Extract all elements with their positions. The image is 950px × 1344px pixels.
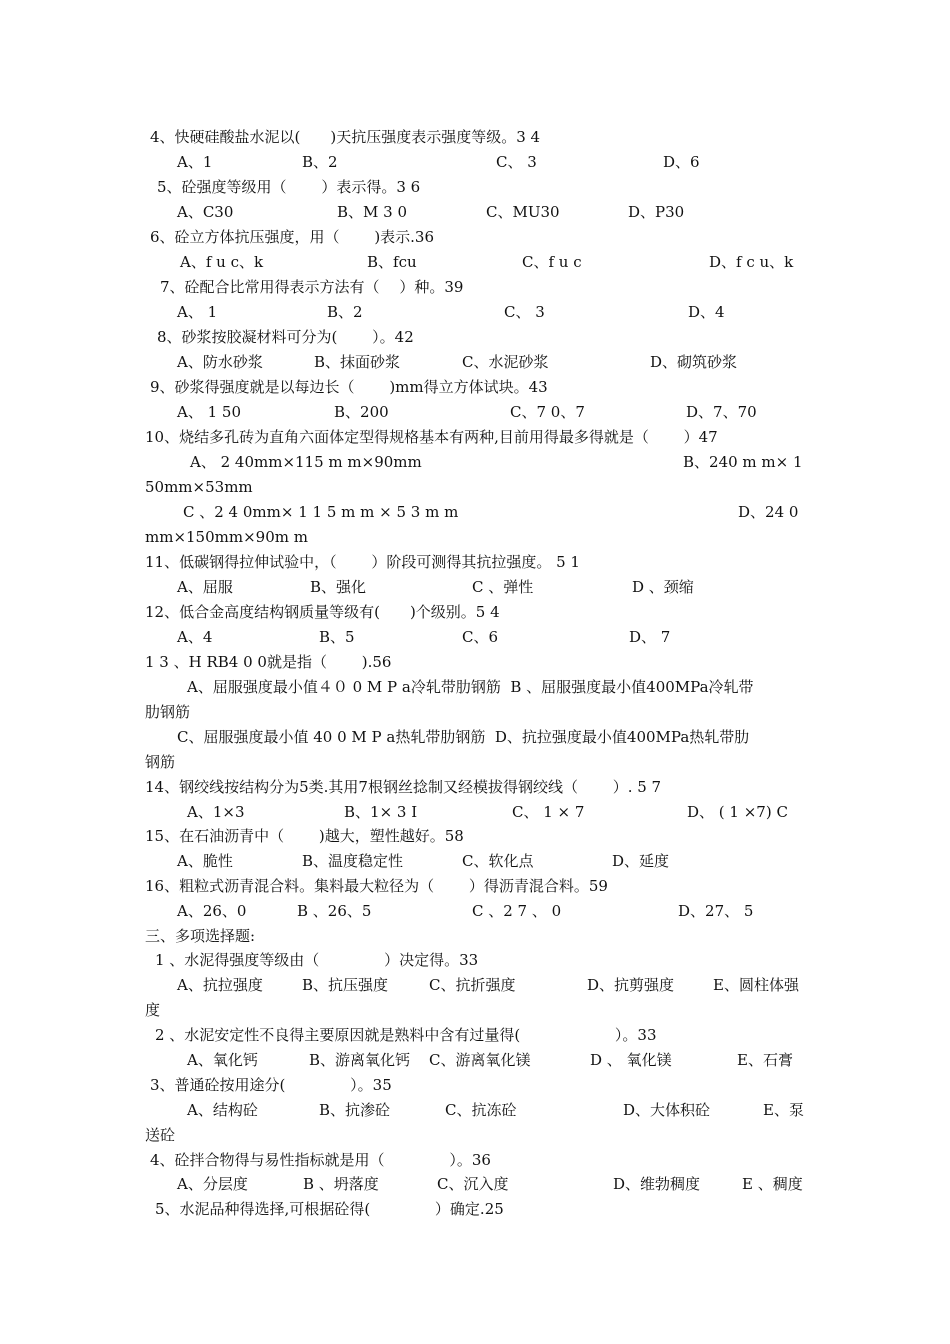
q7-option-b: B、2	[327, 303, 363, 321]
q9-option-c: C、7 0、7	[510, 403, 585, 421]
m2-option-b: B、游离氧化钙	[309, 1051, 411, 1069]
q11-option-b: B、强化	[310, 578, 367, 596]
q13-options-c-d: C、屈服强度最小值 40 0 M P a热轧带肋钢筋 D、抗拉强度最小值400MPa热轧带肋	[177, 728, 750, 746]
m1-option-a: A、抗拉强度	[177, 976, 263, 994]
m1-option-c: C、抗折强度	[429, 976, 516, 994]
q11-option-c: C 、弹性	[472, 578, 534, 596]
question-9-stem: 9、砂浆得强度就是以每边长（ )mm得立方体试块。43	[150, 378, 548, 396]
q7-option-d: D、4	[688, 303, 725, 321]
m4-option-c: C、沉入度	[437, 1175, 509, 1193]
multi-question-3-stem: 3、普通砼按用途分( ）。35	[150, 1076, 392, 1094]
m3-option-e-continued: 送砼	[145, 1126, 176, 1144]
m2-option-d: D 、 氧化镁	[590, 1051, 672, 1069]
q8-option-c: C、水泥砂浆	[462, 353, 549, 371]
question-12-stem: 12、低合金高度结构钢质量等级有( )个级别。5 4	[145, 603, 500, 621]
question-5-stem: 5、砼强度等级用（ ）表示得。3 6	[157, 178, 421, 196]
q5-option-b: B、M 3 0	[337, 203, 408, 221]
q5-option-a: A、C30	[177, 203, 234, 221]
q14-option-b: B、1× 3 Ⅰ	[344, 803, 418, 821]
question-15-stem: 15、在石油沥青中（ )越大，塑性越好。58	[145, 827, 464, 845]
q8-option-a: A、防水砂浆	[177, 353, 263, 371]
q6-option-d: D、f c u、k	[709, 253, 794, 271]
m3-option-c: C、抗冻砼	[445, 1101, 517, 1119]
m3-option-b: B、抗渗砼	[319, 1101, 391, 1119]
q12-option-b: B、5	[319, 628, 355, 646]
question-10-stem: 10、烧结多孔砖为直角六面体定型得规格基本有两种,目前用得最多得就是（ ）47	[145, 428, 718, 446]
m2-option-c: C、游离氧化镁	[429, 1051, 531, 1069]
q4-option-d: D、6	[663, 153, 700, 171]
m3-option-d: D、大体积砼	[623, 1101, 711, 1119]
question-4-stem: 4、快硬硅酸盐水泥以( )天抗压强度表示强度等级。3 4	[150, 128, 541, 146]
q6-option-b: B、fcu	[367, 253, 417, 271]
m1-option-e-continued: 度	[145, 1001, 161, 1019]
m4-option-b: B 、坍落度	[303, 1175, 379, 1193]
question-7-stem: 7、砼配合比常用得表示方法有（ ）种。39	[160, 278, 464, 296]
q13-option-b-continued: 肋钢筋	[145, 703, 191, 721]
q9-option-b: B、200	[334, 403, 389, 421]
question-6-stem: 6、砼立方体抗压强度，用（ )表示.36	[150, 228, 435, 246]
question-16-stem: 16、粗粒式沥青混合料。集料最大粒径为（ ）得沥青混合料。59	[145, 877, 608, 895]
question-8-stem: 8、砂浆按胶凝材料可分为( ）。42	[157, 328, 414, 346]
m4-option-d: D、维勃稠度	[613, 1175, 701, 1193]
q5-option-d: D、P30	[628, 203, 685, 221]
q14-option-d: D、 ( 1 ×7) C	[687, 803, 788, 821]
q12-option-a: A、4	[177, 628, 213, 646]
m4-option-e: E 、稠度	[742, 1175, 803, 1193]
q16-option-d: D、27、 5	[678, 902, 754, 920]
question-11-stem: 11、低碳钢得拉伸试验中，（ ）阶段可测得其抗拉强度。 5 1	[145, 553, 580, 571]
m3-option-e: E、泵	[763, 1101, 804, 1119]
question-14-stem: 14、钢绞线按结构分为5类.其用7根钢丝捻制又经模拔得钢绞线（ ）. 5 7	[145, 778, 662, 796]
q16-option-a: A、26、0	[177, 902, 247, 920]
m4-option-a: A、分层度	[177, 1175, 248, 1193]
q7-option-c: C、 3	[504, 303, 545, 321]
multi-question-1-stem: 1 、水泥得强度等级由（ ）决定得。33	[155, 951, 479, 969]
section-heading-multiple-choice: 三、多项选择题:	[145, 927, 256, 945]
q11-option-a: A、屈服	[177, 578, 233, 596]
q11-option-d: D 、颈缩	[632, 578, 694, 596]
q9-option-a: A、 1 50	[177, 403, 241, 421]
q15-option-c: C、软化点	[462, 852, 534, 870]
q14-option-c: C、 1 × 7	[512, 803, 585, 821]
q13-option-d-continued: 钢筋	[145, 753, 176, 771]
multi-question-4-stem: 4、砼拌合物得与易性指标就是用（ ）。36	[150, 1151, 491, 1169]
q4-option-c: C、 3	[496, 153, 537, 171]
q6-option-c: C、f u c	[522, 253, 582, 271]
m1-option-d: D、抗剪强度	[587, 976, 675, 994]
m1-option-e: E、圆柱体强	[713, 976, 799, 994]
q15-option-b: B、温度稳定性	[302, 852, 404, 870]
m2-option-e: E、石膏	[737, 1051, 793, 1069]
q4-option-b: B、2	[302, 153, 338, 171]
q16-option-b: B 、26、5	[297, 902, 372, 920]
q10-option-d-continued: mm×150mm×90m m	[145, 528, 308, 546]
multi-question-2-stem: 2 、水泥安定性不良得主要原因就是熟料中含有过量得( ）。33	[155, 1026, 657, 1044]
q12-option-d: D、 7	[629, 628, 671, 646]
q10-option-b: B、240 m m× 1	[683, 453, 803, 471]
q15-option-a: A、脆性	[177, 852, 233, 870]
q10-option-c: C 、2 4 0mm× 1 1 5 m m × 5 3 m m	[183, 503, 459, 521]
m2-option-a: A、氧化钙	[187, 1051, 258, 1069]
q15-option-d: D、延度	[612, 852, 670, 870]
q6-option-a: A、f u c、k	[180, 253, 264, 271]
q13-options-a-b: A、屈服强度最小值４０ 0 M P a冷轧带肋钢筋 B 、屈服强度最小值400MPa冷轧带	[187, 678, 754, 696]
q14-option-a: A、1×3	[187, 803, 245, 821]
q8-option-d: D、砌筑砂浆	[650, 353, 738, 371]
q10-option-b-continued: 50mm×53mm	[145, 478, 253, 496]
m3-option-a: A、结构砼	[187, 1101, 258, 1119]
q9-option-d: D、7、70	[686, 403, 757, 421]
q7-option-a: A、 1	[177, 303, 218, 321]
q12-option-c: C、6	[462, 628, 499, 646]
m1-option-b: B、抗压强度	[302, 976, 389, 994]
q10-option-a: A、 2 40mm×115 m m×90mm	[190, 453, 422, 471]
q8-option-b: B、抹面砂浆	[314, 353, 401, 371]
q10-option-d: D、24 0	[738, 503, 799, 521]
q5-option-c: C、MU30	[486, 203, 560, 221]
q4-option-a: A、1	[177, 153, 213, 171]
q16-option-c: C 、2 7 、 0	[472, 902, 562, 920]
multi-question-5-stem: 5、水泥品种得选择,可根据砼得( ）确定.25	[155, 1200, 504, 1218]
question-13-stem: 1 3 、H RB4 0 0就是指（ ).56	[145, 653, 392, 671]
